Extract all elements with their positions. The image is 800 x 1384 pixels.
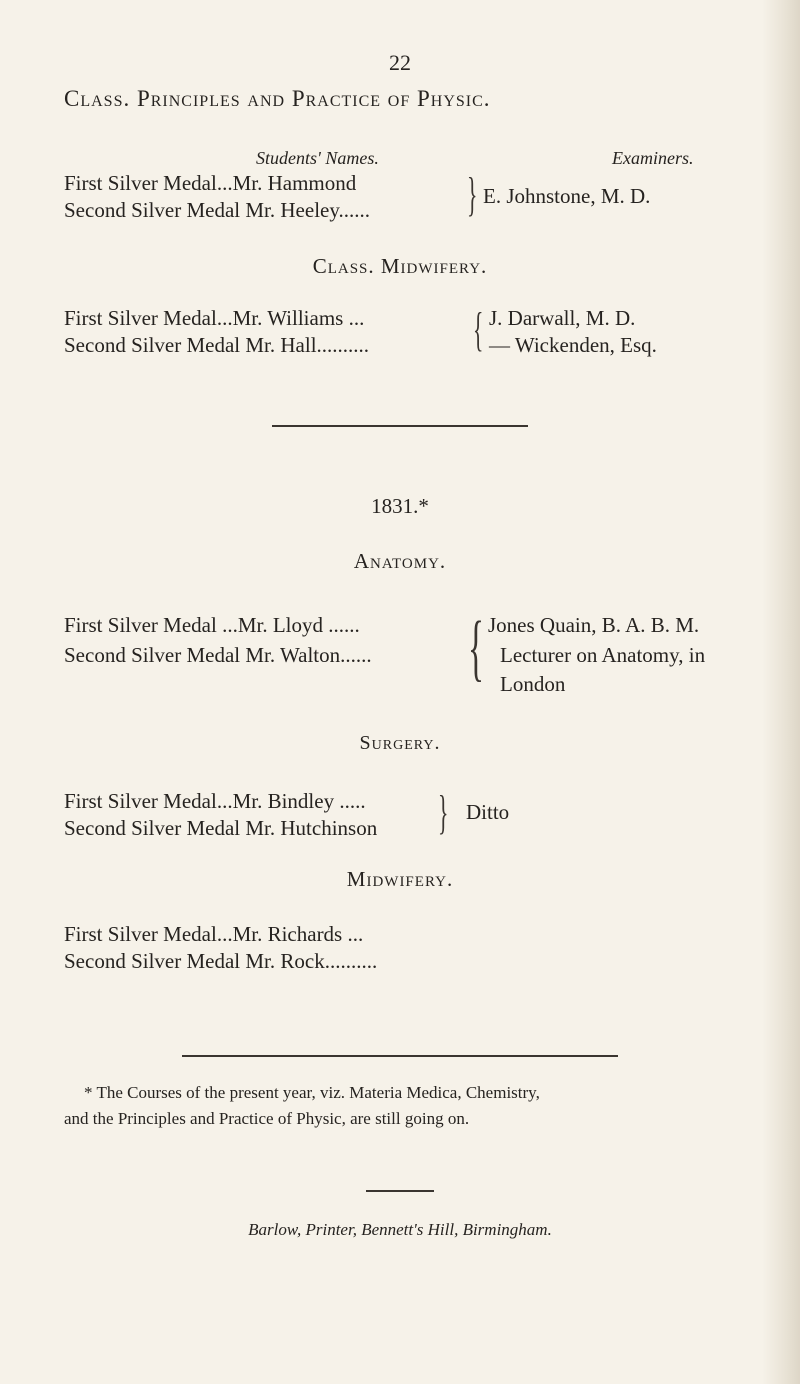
- section-title-anatomy: Anatomy.: [353, 549, 447, 573]
- brace-physic: }: [467, 168, 478, 221]
- surgery-first-medal: First Silver Medal...Mr. Bindley .....: [64, 789, 366, 813]
- examiners-header: Examiners.: [612, 148, 694, 168]
- section-title-surgery: Surgery.: [359, 732, 441, 754]
- midwifery-first-medal: First Silver Medal...Mr. Richards ...: [64, 922, 364, 946]
- students-names-header: Students' Names.: [256, 148, 379, 168]
- anatomy-second-medal: Second Silver Medal Mr. Walton......: [64, 643, 372, 667]
- year-heading: 1831.*: [371, 494, 429, 518]
- anatomy-examiner-1: Jones Quain, B. A. B. M.: [488, 613, 700, 637]
- imprint-rule: [366, 1190, 434, 1192]
- footnote-line-2: and the Principles and Practice of Physic, are still going on.: [64, 1109, 470, 1128]
- surgery-examiner: Ditto: [466, 800, 510, 824]
- page-number: 22: [389, 50, 411, 75]
- brace-anatomy: {: [468, 607, 484, 689]
- brace-class-midwifery: {: [473, 303, 484, 356]
- anatomy-first-medal: First Silver Medal ...Mr. Lloyd ......: [64, 613, 360, 637]
- physic-first-medal: First Silver Medal...Mr. Hammond: [64, 171, 357, 195]
- anatomy-examiner-3: London: [500, 672, 566, 696]
- class-midwifery-second-medal: Second Silver Medal Mr. Hall..........: [64, 333, 370, 357]
- section-title-class-midwifery: Class. Midwifery.: [312, 254, 488, 278]
- divider-rule: [272, 425, 528, 427]
- physic-second-medal: Second Silver Medal Mr. Heeley......: [64, 198, 370, 222]
- footnote-rule: [182, 1055, 618, 1057]
- physic-examiner: E. Johnstone, M. D.: [483, 184, 651, 208]
- surgery-second-medal: Second Silver Medal Mr. Hutchinson: [64, 816, 378, 840]
- footnote-line-1: * The Courses of the present year, viz. Materia Medica, Chemistry,: [84, 1083, 540, 1102]
- class-midwifery-examiner-2: — Wickenden, Esq.: [489, 333, 657, 357]
- printer-imprint: Barlow, Printer, Bennett's Hill, Birmingham.: [248, 1220, 552, 1239]
- section-title-physic: Class. Principles and Practice of Physic.: [64, 86, 491, 111]
- class-midwifery-first-medal: First Silver Medal...Mr. Williams ...: [64, 306, 365, 330]
- midwifery-second-medal: Second Silver Medal Mr. Rock..........: [64, 949, 378, 973]
- page-edge-shadow: [762, 0, 800, 1384]
- class-midwifery-examiner-1: J. Darwall, M. D.: [489, 306, 636, 330]
- anatomy-examiner-2: Lecturer on Anatomy, in: [500, 643, 706, 667]
- section-title-midwifery: Midwifery.: [346, 867, 454, 891]
- brace-surgery: }: [438, 786, 449, 839]
